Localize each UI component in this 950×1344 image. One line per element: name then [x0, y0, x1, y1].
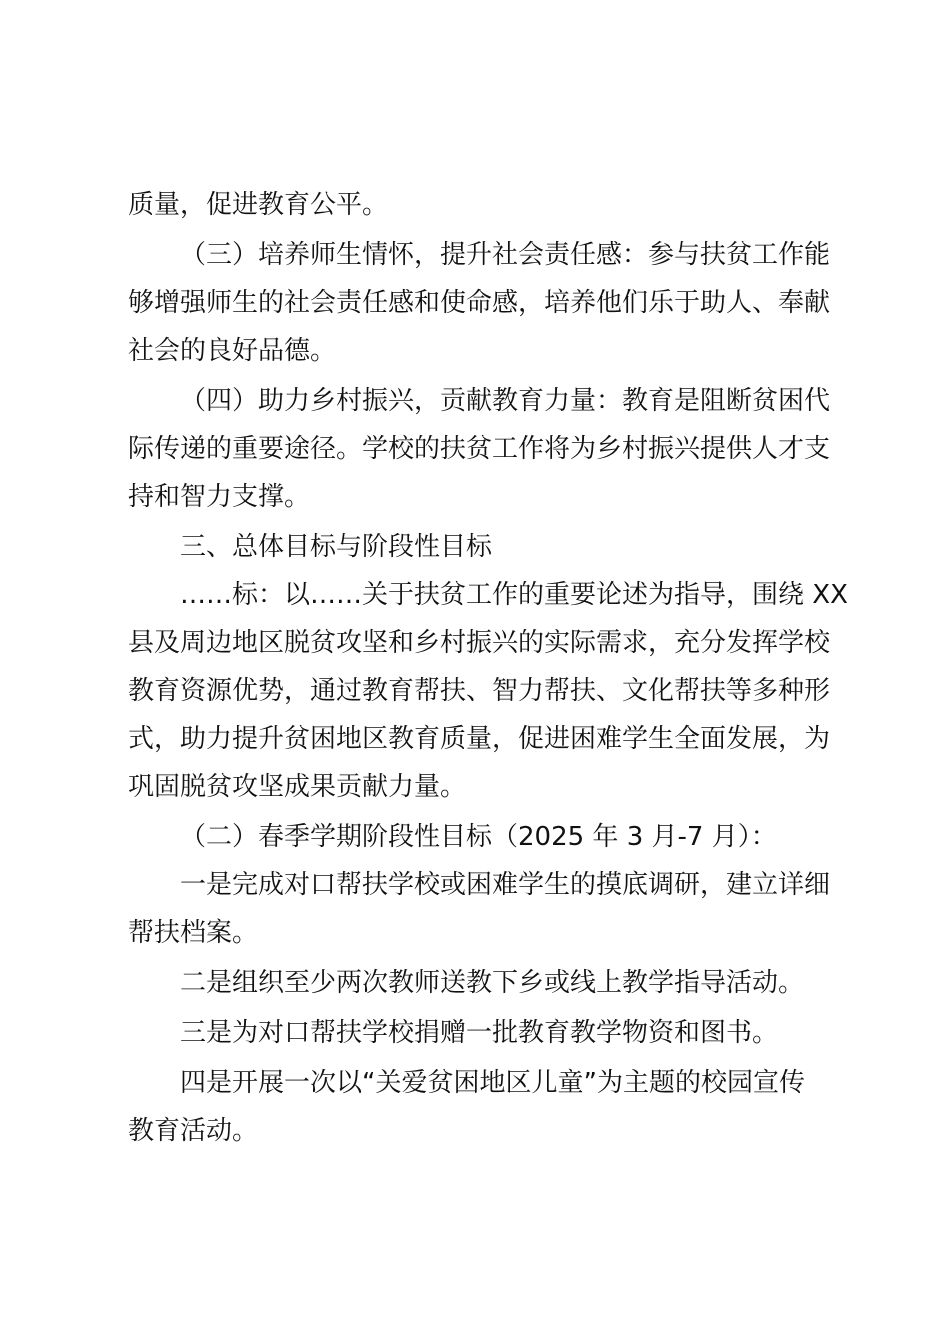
- text-line: 际传递的重要途径。学校的扶贫工作将为乡村振兴提供人才支: [128, 434, 831, 464]
- section-heading: 三、总体目标与阶段性目标: [180, 532, 493, 562]
- document-body: [128, 181, 848, 1155]
- text-line: 社会的良好品德。: [128, 336, 337, 366]
- text-line: 四是开展一次以“关爱贫困地区儿童”为主题的校园宣传: [180, 1068, 805, 1098]
- text-line: 三是为对口帮扶学校捐赠一批教育教学物资和图书。: [180, 1018, 779, 1048]
- subsection-heading: （二）春季学期阶段性目标（2025 年 3 月-7 月）：: [180, 822, 777, 852]
- text-line: 质量，促进教育公平。: [128, 190, 389, 220]
- text-line: 巩固脱贫攻坚成果贡献力量。: [128, 772, 467, 802]
- text-line: 式，助力提升贫困地区教育质量，促进困难学生全面发展，为: [128, 724, 831, 754]
- text-line: 教育资源优势，通过教育帮扶、智力帮扶、文化帮扶等多种形: [128, 676, 831, 706]
- text-line: 县及周边地区脱贫攻坚和乡村振兴的实际需求，充分发挥学校: [128, 628, 831, 658]
- text-line: 二是组织至少两次教师送教下乡或线上教学指导活动。: [180, 968, 805, 998]
- text-line: （四）助力乡村振兴，贡献教育力量：教育是阻断贫困代: [180, 386, 831, 416]
- text-line: 帮扶档案。: [128, 918, 259, 948]
- text-line: 教育活动。: [128, 1116, 259, 1146]
- text-line: （三）培养师生情怀，提升社会责任感：参与扶贫工作能: [180, 240, 831, 270]
- text-line: 够增强师生的社会责任感和使命感，培养他们乐于助人、奉献: [128, 288, 831, 318]
- text-line: 一是完成对口帮扶学校或困难学生的摸底调研，建立详细: [180, 870, 831, 900]
- text-line: 持和智力支撑。: [128, 482, 311, 512]
- text-line: ……标：以……关于扶贫工作的重要论述为指导，围绕 XX: [180, 580, 848, 610]
